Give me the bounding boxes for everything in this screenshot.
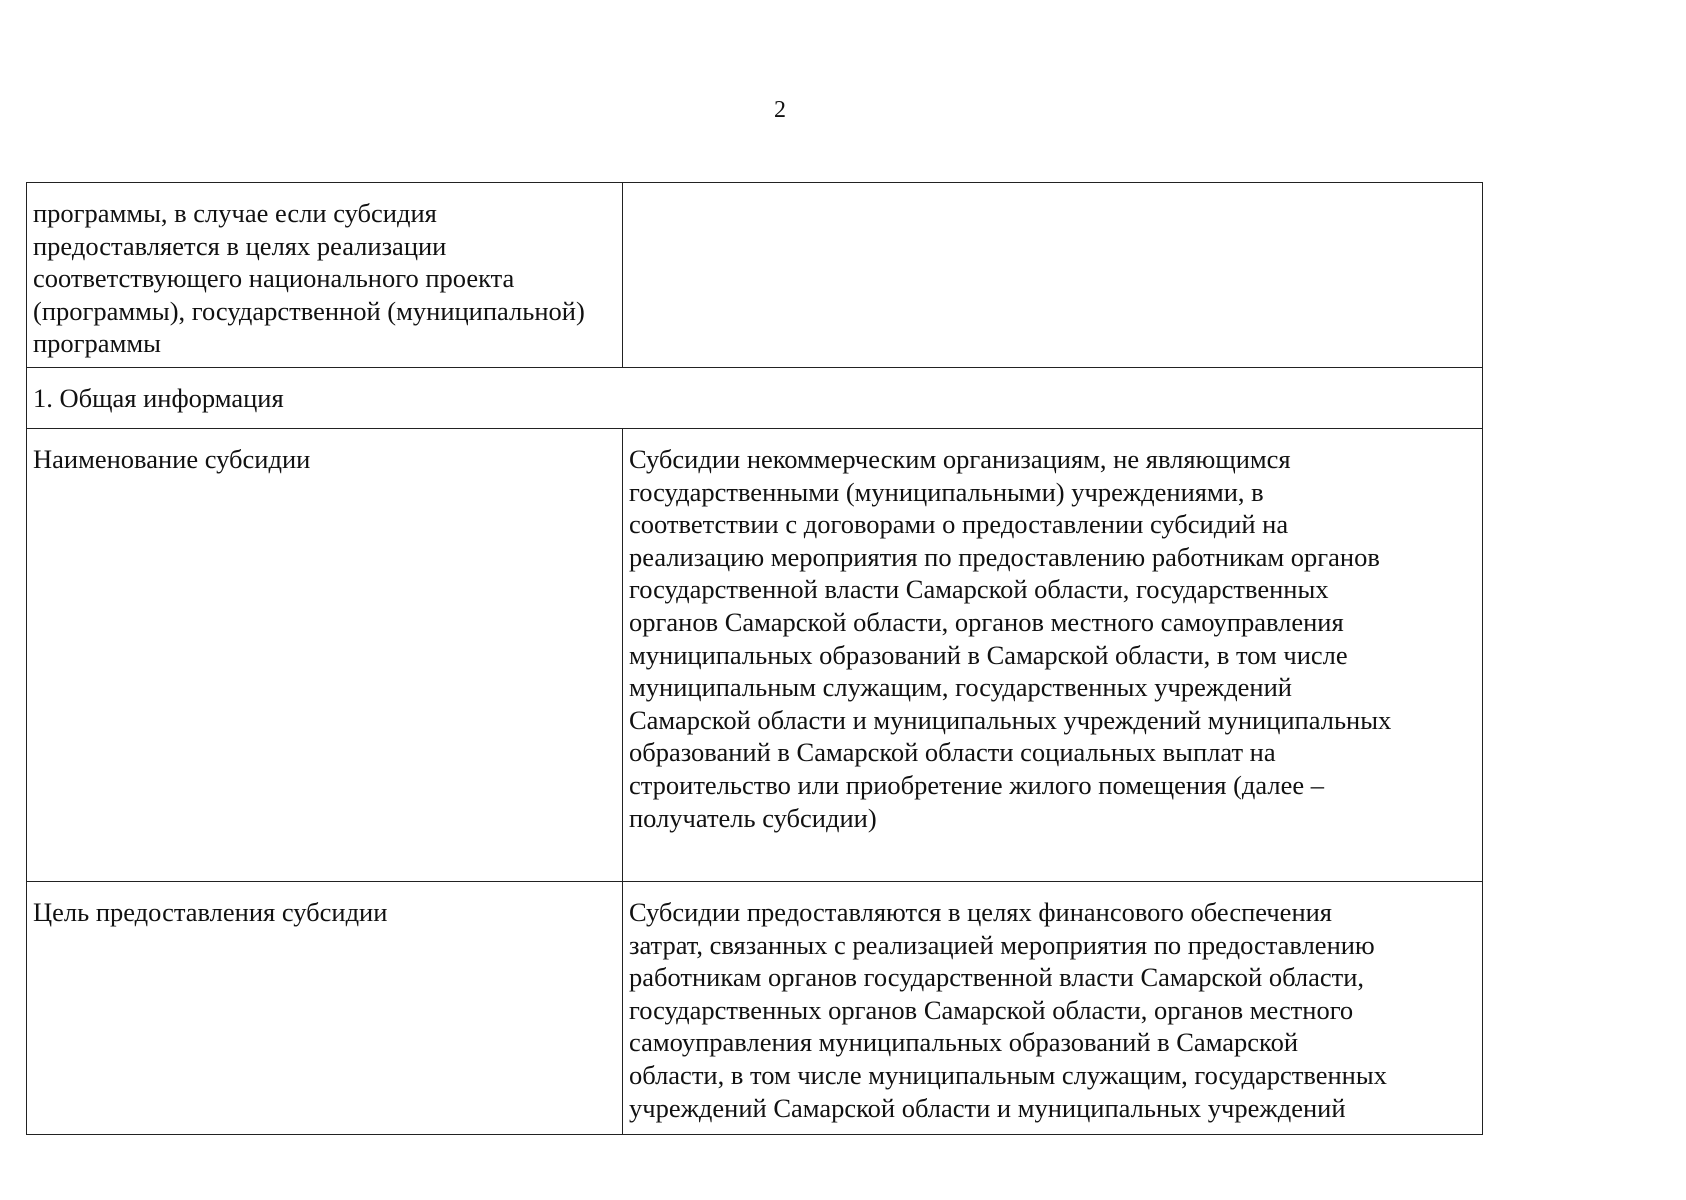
table-row (27, 429, 1483, 882)
continuation-right-cell (623, 183, 1483, 368)
row-value: Субсидии некоммерческим организациям, не являющимся государственными (муниципальными) учреждениями, в соответствии с договорами о предоставлении субсидий на реализацию мероприятия по предоставлению работникам органов государственной власти Самарской области, государственных органов Самарской области, органов местного самоуправления муниципальных образований в Самарской области, в том числе муниципальным служащим, государственных учреждений Самарской области и муниципальных учреждений муниципальных образований в Самарской области социальных выплат на строительство или приобретение жилого помещения (далее – получатель субсидии) (623, 429, 1483, 882)
row-label: Цель предоставления субсидии (27, 882, 623, 1135)
section-title: 1. Общая информация (27, 368, 1483, 429)
section-header-row (27, 368, 1483, 429)
row-value: Субсидии предоставляются в целях финансового обеспечения затрат, связанных с реализацией мероприятия по предоставлению работникам органов государственной власти Самарской области, государственных органов Самарской области, органов местного самоуправления муниципальных образований в Самарской области, в том числе муниципальным служащим, государственных учреждений Самарской области и муниципальных учреждений (623, 882, 1483, 1135)
continuation-left-cell: программы, в случае если субсидия предоставляется в целях реализации соответствующего национального проекта (программы), государственной (муниципальной) программы (27, 183, 623, 368)
page-number: 2 (774, 97, 786, 123)
row-label: Наименование субсидии (27, 429, 623, 882)
subsidy-info-table (26, 182, 1483, 1135)
continuation-row (27, 183, 1483, 368)
table-row (27, 882, 1483, 1135)
